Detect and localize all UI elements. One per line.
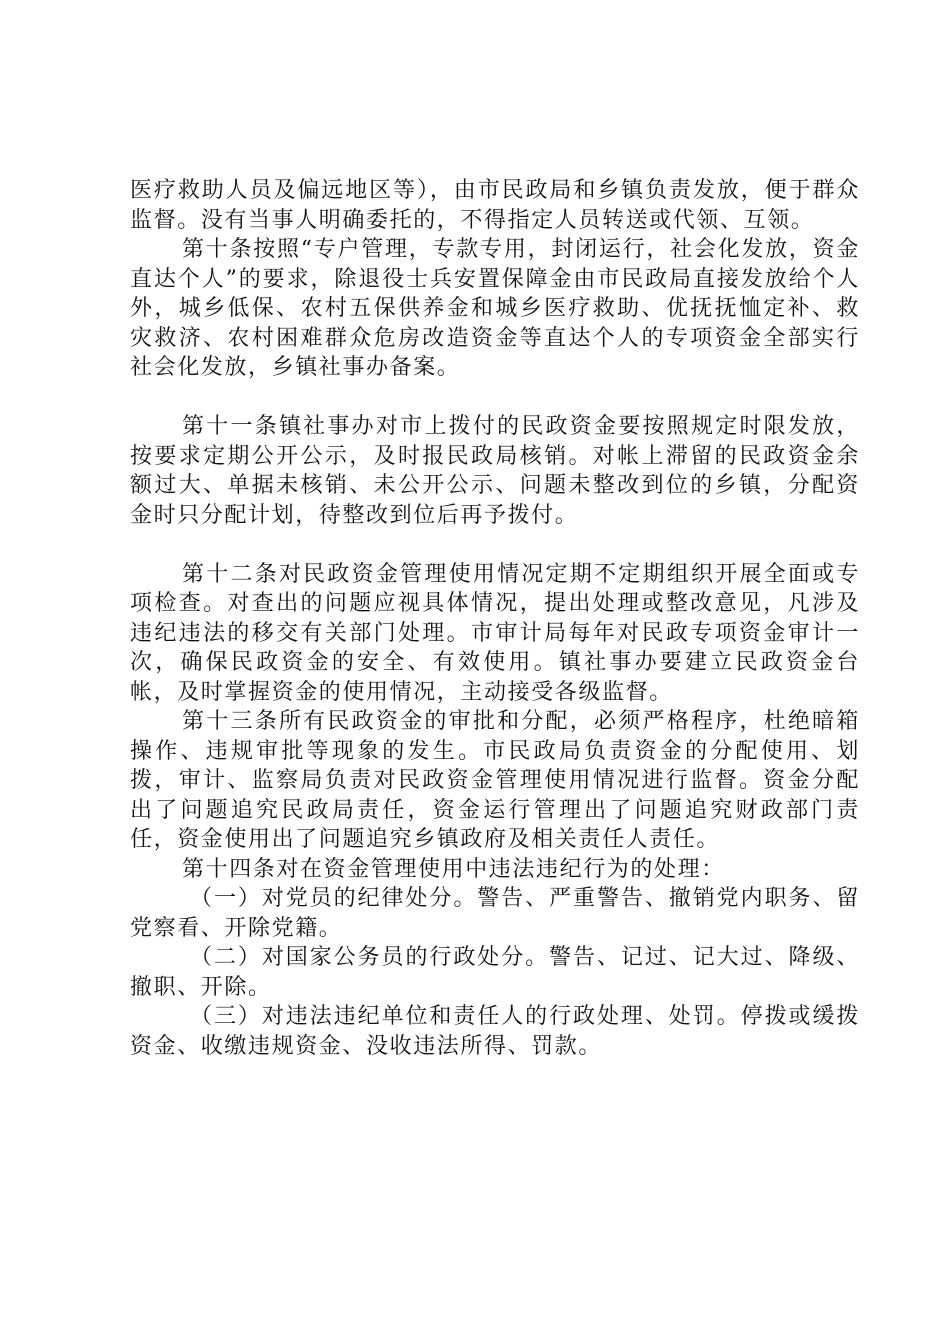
paragraph-spacer bbox=[130, 383, 860, 413]
paragraph-article-12: 第十二条对民政资金管理使用情况定期不定期组织开展全面或专项检查。对查出的问题应视具体情况，提出处理或整改意见，凡涉及违纪违法的移交有关部门处理。市审计局每年对民政专项资金审计一次，确保民政资金的安全、有效使用。镇社事办要建立民政资金台帐，及时掌握资金的使用情况，主动接受各级监督。 bbox=[130, 561, 860, 705]
document-body bbox=[130, 176, 860, 1061]
paragraph-spacer bbox=[130, 530, 860, 560]
paragraph-article-10: 第十条按照“专户管理，专款专用，封闭运行，社会化发放，资金直达个人”的要求，除退役士兵安置保障金由市民政局直接发放给个人外，城乡低保、农村五保供养金和城乡医疗救助、优抚抚恤定补、救灾救济、农村困难群众危房改造资金等直达个人的专项资金全部实行社会化发放，乡镇社事办备案。 bbox=[130, 237, 860, 380]
paragraph-article-14: 第十四条对在资金管理使用中违法违纪行为的处理： bbox=[182, 856, 725, 882]
paragraph-item-3: （三）对违法违纪单位和责任人的行政处理、处罚。停拨或缓拨资金、收缴违规资金、没收违法所得、罚款。 bbox=[130, 1004, 860, 1059]
paragraph-item-1: （一）对党员的纪律处分。警告、严重警告、撤销党内职务、留党察看、开除党籍。 bbox=[130, 886, 860, 941]
paragraph-item-2: （二）对国家公务员的行政处分。警告、记过、记大过、降级、撤职、开除。 bbox=[130, 945, 860, 1000]
paragraph-article-11: 第十一条镇社事办对市上拨付的民政资金要按照规定时限发放，按要求定期公开公示，及时报民政局核销。对帐上滞留的民政资金余额过大、单据未核销、未公开公示、问题未整改到位的乡镇，分配资金时只分配计划，待整改到位后再予拨付。 bbox=[130, 414, 860, 528]
paragraph-continuation: 医疗救助人员及偏远地区等），由市民政局和乡镇负责发放，便于群众监督。没有当事人明确委托的，不得指定人员转送或代领、互领。 bbox=[130, 178, 860, 233]
paragraph-article-13: 第十三条所有民政资金的审批和分配，必须严格程序，杜绝暗箱操作、违规审批等现象的发生。市民政局负责资金的分配使用、划拨，审计、监察局负责对民政资金管理使用情况进行监督。资金分配出了问题追究民政局责任，资金运行管理出了问题追究财政部门责任，资金使用出了问题追究乡镇政府及相关责任人责任。 bbox=[130, 709, 860, 852]
